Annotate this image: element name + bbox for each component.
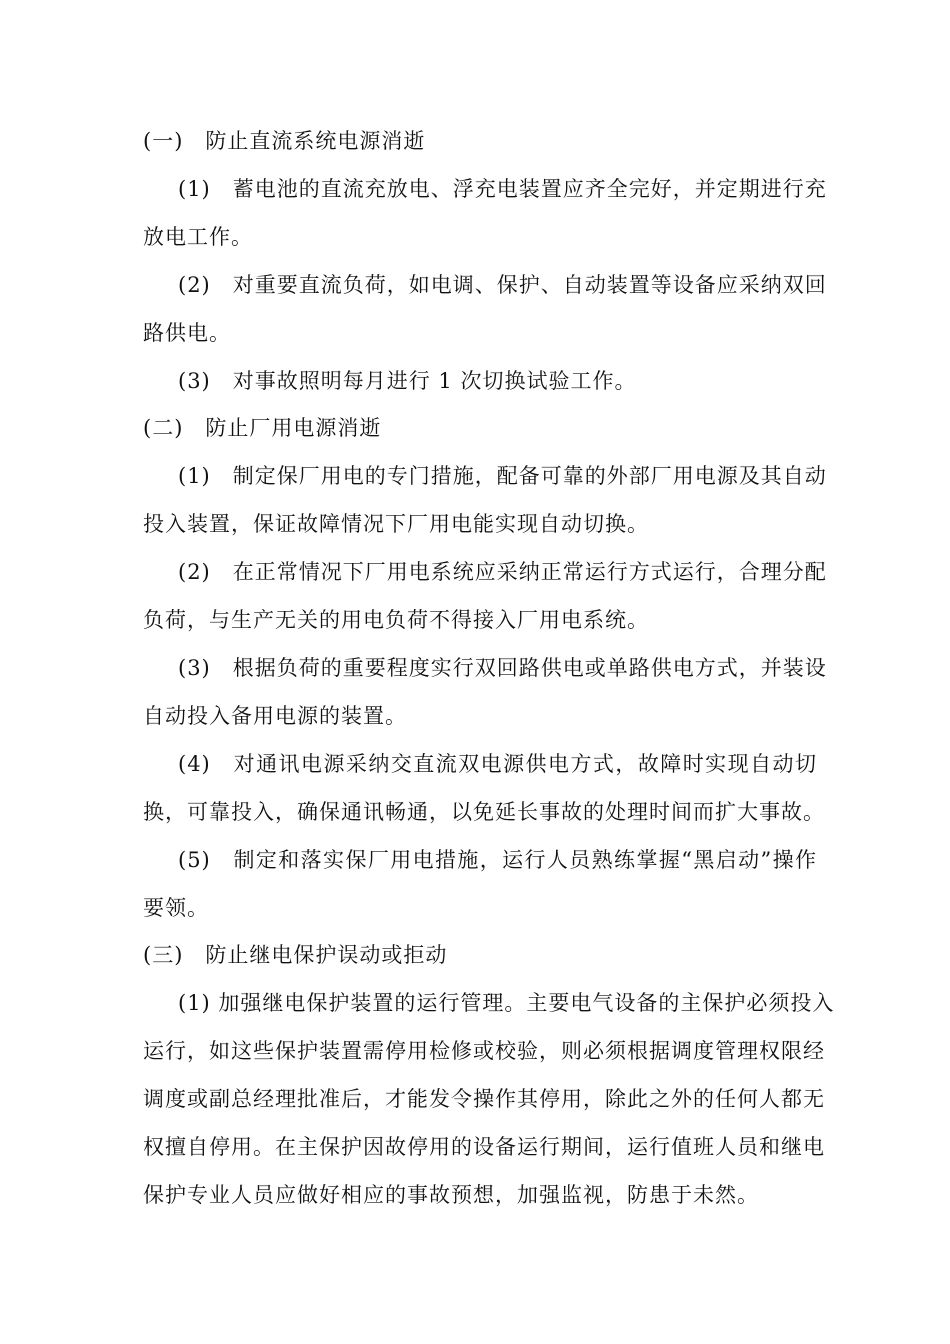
paragraph-line: 要领。: [143, 896, 209, 920]
paragraph-line: 换，可靠投入，确保通讯畅通，以免延长事故的处理时间而扩大事故。: [143, 800, 825, 824]
paragraph-line: 权擅自停用。在主保护因故停用的设备运行期间，运行值班人员和继电: [143, 1135, 825, 1159]
section-heading-2: (二) 防止厂用电源消逝: [143, 416, 382, 440]
paragraph-line: (5) 制定和落实保厂用电措施，运行人员熟练掌握“黑启动”操作: [178, 848, 817, 872]
paragraph-line: 运行，如这些保护装置需停用检修或校验，则必须根据调度管理权限经: [143, 1039, 825, 1063]
paragraph-line: (3) 对事故照明每月进行 1 次切换试验工作。: [178, 369, 637, 393]
paragraph-line: (1) 蓄电池的直流充放电、浮充电装置应齐全完好，并定期进行充: [178, 177, 827, 201]
paragraph-line: 调度或副总经理批准后，才能发令操作其停用，除此之外的任何人都无: [143, 1087, 825, 1111]
paragraph-line: 路供电。: [143, 321, 231, 345]
paragraph-line: (4) 对通讯电源采纳交直流双电源供电方式，故障时实现自动切: [178, 752, 817, 776]
section-heading-3: (三) 防止继电保护误动或拒动: [143, 943, 448, 967]
paragraph-line: (1) 加强继电保护装置的运行管理。主要电气设备的主保护必须投入: [178, 991, 835, 1015]
paragraph-line: 投入装置，保证故障情况下厂用电能实现自动切换。: [143, 512, 649, 536]
paragraph-line: (1) 制定保厂用电的专门措施，配备可靠的外部厂用电源及其自动: [178, 464, 827, 488]
paragraph-line: 放电工作。: [143, 225, 253, 249]
paragraph-line: (2) 对重要直流负荷，如电调、保护、自动装置等设备应采纳双回: [178, 273, 827, 297]
paragraph-line: 保护专业人员应做好相应的事故预想，加强监视，防患于未然。: [143, 1183, 759, 1207]
paragraph-line: 负荷，与生产无关的用电负荷不得接入厂用电系统。: [143, 608, 649, 632]
paragraph-line: (3) 根据负荷的重要程度实行双回路供电或单路供电方式，并装设: [178, 656, 827, 680]
section-heading-1: (一) 防止直流系统电源消逝: [143, 129, 426, 153]
paragraph-line: 自动投入备用电源的装置。: [143, 704, 407, 728]
paragraph-line: (2) 在正常情况下厂用电系统应采纳正常运行方式运行，合理分配: [178, 560, 827, 584]
